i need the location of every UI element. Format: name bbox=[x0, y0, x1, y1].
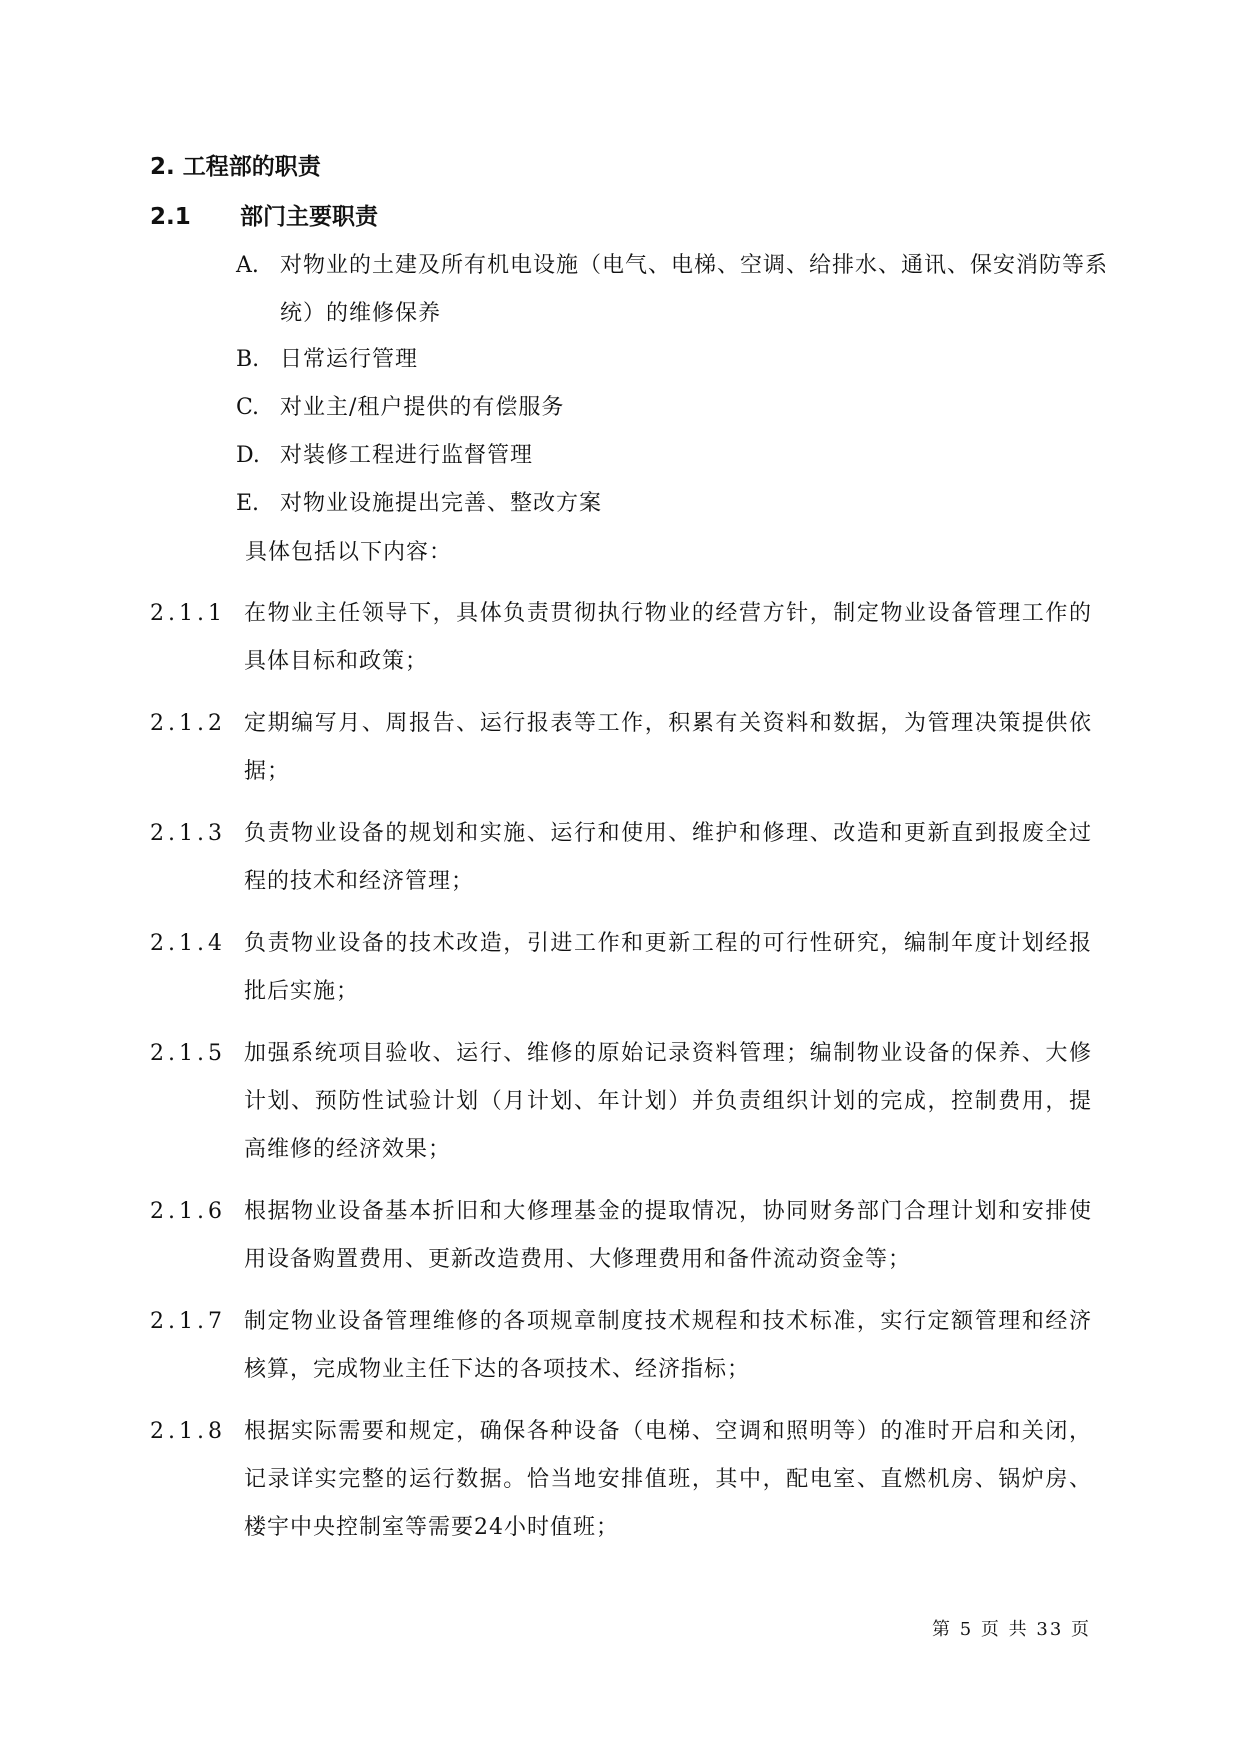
duty-item-c bbox=[236, 384, 1136, 432]
clause-number: 2.1.5 bbox=[150, 1041, 226, 1066]
duty-letter: A. bbox=[236, 253, 259, 278]
clause-text: 加强系统项目验收、运行、维修的原始记录资料管理；编制物业设备的保养、大修计划、预防性试验计划（月计划、年计划）并负责组织计划的完成，控制费用，提高维修的经济效果； bbox=[244, 1041, 1092, 1162]
duty-letter: B. bbox=[236, 347, 260, 372]
clause-number: 2.1.3 bbox=[150, 821, 226, 846]
clause-text: 负责物业设备的规划和实施、运行和使用、维护和修理、改造和更新直到报废全过程的技术和经济管理； bbox=[244, 821, 1092, 894]
subsection-number: 2.1 bbox=[150, 204, 191, 230]
duty-text: 日常运行管理 bbox=[280, 347, 419, 372]
duty-item-a bbox=[236, 242, 1136, 338]
clause-2-1-6 bbox=[0, 1188, 1241, 1288]
clause-2-1-7 bbox=[0, 1298, 1241, 1398]
clause-2-1-5 bbox=[0, 1030, 1241, 1180]
clause-number: 2.1.6 bbox=[150, 1199, 226, 1224]
duty-letter: C. bbox=[236, 395, 260, 420]
duty-item-d bbox=[236, 432, 1136, 480]
clause-number: 2.1.7 bbox=[150, 1309, 226, 1334]
clause-number: 2.1.2 bbox=[150, 711, 226, 736]
section-heading: 2. 工程部的职责 bbox=[150, 154, 321, 180]
clause-2-1-8 bbox=[0, 1408, 1241, 1558]
clause-text: 根据物业设备基本折旧和大修理基金的提取情况，协同财务部门合理计划和安排使用设备购置费用、更新改造费用、大修理费用和备件流动资金等； bbox=[244, 1199, 1092, 1272]
clause-2-1-3 bbox=[0, 810, 1241, 910]
page-number-footer: 第 5 页 共 33 页 bbox=[932, 1619, 1091, 1640]
clause-text: 根据实际需要和规定，确保各种设备（电梯、空调和照明等）的准时开启和关闭，记录详实完整的运行数据。恰当地安排值班，其中，配电室、直燃机房、锅炉房、楼宇中央控制室等需要24小时值班； bbox=[244, 1419, 1092, 1540]
clause-2-1-4 bbox=[0, 920, 1241, 1020]
duty-text: 对物业的土建及所有机电设施（电气、电梯、空调、给排水、通讯、保安消防等系统）的维修保养 bbox=[280, 253, 1109, 326]
duty-text: 对装修工程进行监督管理 bbox=[280, 443, 534, 468]
duty-letter: D. bbox=[236, 443, 260, 468]
clause-number: 2.1.4 bbox=[150, 931, 226, 956]
duty-letter: E. bbox=[236, 491, 260, 516]
clause-text: 负责物业设备的技术改造，引进工作和更新工程的可行性研究，编制年度计划经报批后实施； bbox=[244, 931, 1092, 1004]
clause-2-1-1 bbox=[0, 590, 1241, 690]
subsection-title: 部门主要职责 bbox=[240, 204, 378, 230]
clause-text: 定期编写月、周报告、运行报表等工作，积累有关资料和数据，为管理决策提供依据； bbox=[244, 711, 1092, 784]
clause-number: 2.1.8 bbox=[150, 1419, 226, 1444]
duty-item-e bbox=[236, 480, 1136, 528]
duty-text: 对业主/租户提供的有偿服务 bbox=[280, 395, 565, 420]
clause-2-1-2 bbox=[0, 700, 1241, 800]
duty-text: 对物业设施提出完善、整改方案 bbox=[280, 491, 603, 516]
clause-text: 制定物业设备管理维修的各项规章制度技术规程和技术标准，实行定额管理和经济核算，完成物业主任下达的各项技术、经济指标； bbox=[244, 1309, 1092, 1382]
duty-item-b bbox=[236, 336, 1136, 384]
clause-number: 2.1.1 bbox=[150, 601, 226, 626]
intro-text: 具体包括以下内容： bbox=[245, 540, 453, 565]
clause-text: 在物业主任领导下，具体负责贯彻执行物业的经营方针，制定物业设备管理工作的具体目标和政策； bbox=[244, 601, 1092, 674]
